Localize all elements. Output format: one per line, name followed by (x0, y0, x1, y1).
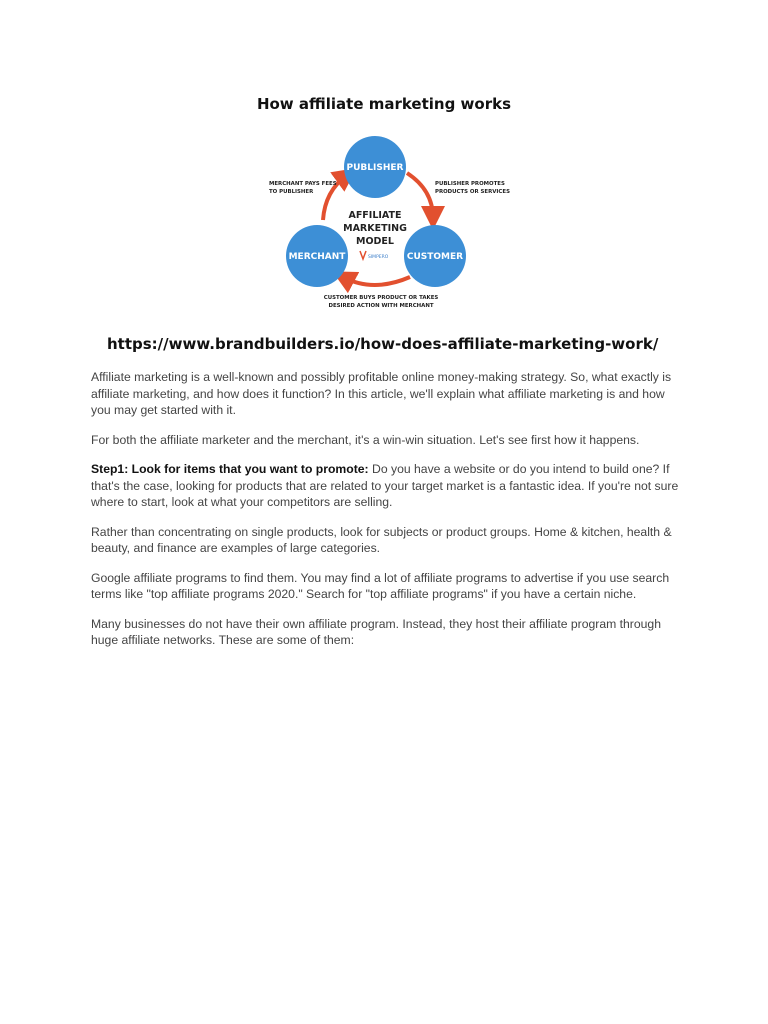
paragraph: Many businesses do not have their own affiliate program. Instead, they host their affiliate program through huge affiliate networks. These are some of them: (91, 616, 661, 647)
affiliate-model-diagram (255, 135, 515, 320)
annotation-left-line2: TO PUBLISHER (269, 189, 314, 195)
simpero-logo (360, 251, 389, 260)
step1-heading: Step1: Look for items that you want to promote: (91, 462, 369, 476)
paragraph: Affiliate marketing is a well-known and possibly profitable online money-making strategy. So, what exactly is affiliate marketing, and how does it function? In this article, we'll explain what affiliate marketing is and how you may get started with it. (91, 370, 672, 417)
node-merchant-label: MERCHANT (288, 252, 346, 262)
annotation-right-line2: PRODUCTS OR SERVICES (435, 189, 510, 195)
node-publisher (344, 136, 406, 198)
paragraph: Rather than concentrating on single products, look for subjects or product groups. Home & kitchen, health & beauty, and finance are examples of large categories. (91, 524, 672, 555)
arrow-customer-to-merchant (343, 277, 410, 285)
paragraph-step1 (91, 461, 681, 511)
arrow-publisher-to-customer (407, 173, 433, 218)
annotation-bottom-line2: DESIRED ACTION WITH MERCHANT (328, 303, 434, 309)
annotation-left-line1: MERCHANT PAYS FEES (269, 181, 337, 187)
article-body (91, 369, 681, 662)
center-label-line2: MARKETING (343, 223, 407, 234)
source-url: https://www.brandbuilders.io/how-does-affiliate-marketing-work/ (107, 335, 659, 353)
step1-text: Do you have a website or do you intend to build one? If that's the case, looking for products that are related to your target market is a fantastic idea. If you're not sure where to start, look at what your competitors are selling. (91, 462, 679, 509)
node-publisher-label: PUBLISHER (346, 163, 404, 173)
center-label-line1: AFFILIATE (348, 210, 402, 221)
simpero-logo-text: SIMPERO (368, 255, 389, 260)
figure-title: How affiliate marketing works (256, 95, 512, 113)
paragraph: Google affiliate programs to find them. You may find a lot of affiliate programs to advertise if you use search terms like "top affiliate programs 2020." Search for "top affiliate programs" if you have a certain niche. (91, 570, 670, 601)
node-customer-label: CUSTOMER (406, 252, 464, 262)
annotation-right-line1: PUBLISHER PROMOTES (435, 181, 505, 187)
paragraph: For both the affiliate marketer and the merchant, it's a win-win situation. Let's see first how it happens. (91, 432, 640, 447)
node-merchant (286, 225, 348, 287)
center-label-line3: MODEL (356, 236, 394, 247)
node-customer (404, 225, 466, 287)
annotation-bottom-line1: CUSTOMER BUYS PRODUCT OR TAKES (323, 295, 439, 301)
